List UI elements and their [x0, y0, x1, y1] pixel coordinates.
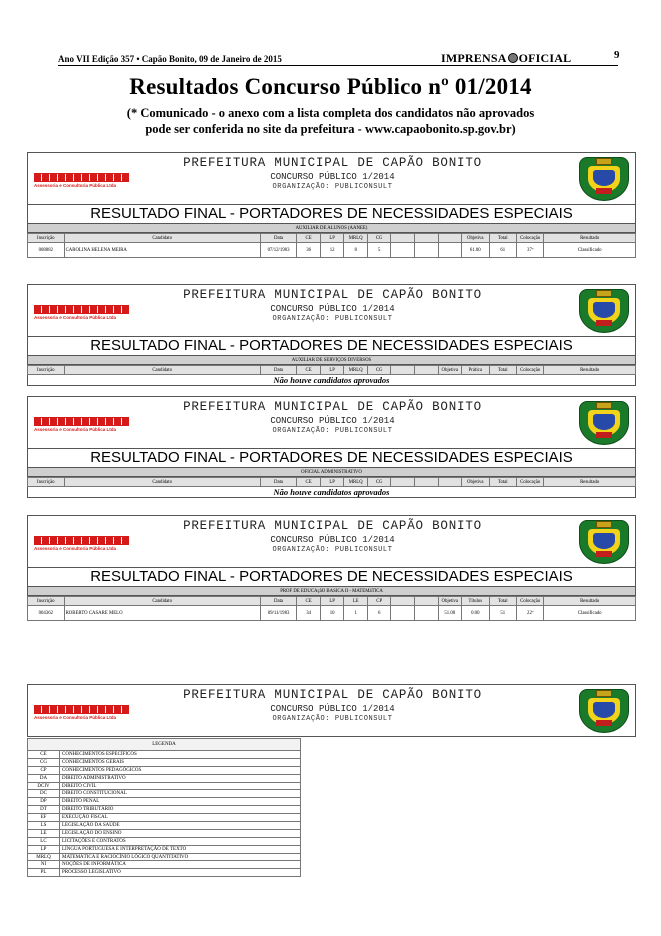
page-header	[58, 52, 618, 66]
column-header	[438, 478, 462, 487]
column-header: Total	[489, 597, 516, 606]
contest-name: CONCURSO PÚBLICO 1/2014	[270, 704, 395, 714]
org-name: PREFEITURA MUNICIPAL DE CAPÃO BONITO	[183, 688, 482, 702]
org-banner	[27, 152, 636, 205]
column-header: LP	[320, 478, 344, 487]
legend-title: LEGENDA	[28, 739, 301, 751]
results-table	[27, 365, 636, 375]
legend-description: DIREITO ADMINISTRATIVO	[60, 774, 301, 782]
table-cell: 5	[367, 243, 391, 258]
table-cell	[391, 243, 415, 258]
result-title: RESULTADO FINAL - PORTADORES DE NECESSIDADES ESPECIAIS	[27, 449, 636, 468]
legend-code: PL	[28, 869, 60, 877]
result-section	[27, 396, 636, 498]
org-name: PREFEITURA MUNICIPAL DE CAPÃO BONITO	[183, 156, 482, 170]
legend-code: LE	[28, 829, 60, 837]
column-header: Total	[489, 366, 516, 375]
column-header	[415, 597, 439, 606]
column-header: Inscrição	[28, 234, 65, 243]
legend-row	[28, 869, 301, 877]
result-title: RESULTADO FINAL - PORTADORES DE NECESSIDADES ESPECIAIS	[27, 568, 636, 587]
legend-code: EF	[28, 814, 60, 822]
legend-row	[28, 798, 301, 806]
column-header	[391, 366, 415, 375]
publiconsult-logo: Assessoria e Consultoria Pública Ltda	[34, 417, 129, 432]
results-table	[27, 596, 636, 621]
table-cell: 6	[367, 606, 391, 621]
position-caption: AUXILIAR DE SERVIÇOS DIVERSOS	[27, 356, 636, 365]
legend-code: DCIV	[28, 782, 60, 790]
column-header: Candidato	[64, 234, 260, 243]
table-cell: ROBERTO CASARE MELO	[64, 606, 260, 621]
table-row	[28, 606, 636, 621]
legend-code: DC	[28, 790, 60, 798]
table-cell: 8	[344, 243, 368, 258]
no-approved-note: Não houve candidatos aprovados	[27, 375, 636, 386]
legend-description: LEGISLAÇÃO DO ENSINO	[60, 829, 301, 837]
legend-code: LS	[28, 822, 60, 830]
capao-bonito-crest-icon	[579, 401, 629, 445]
column-header	[415, 234, 439, 243]
column-header: Resultado	[544, 366, 636, 375]
legend-row	[28, 806, 301, 814]
column-header: Total	[489, 234, 516, 243]
subtitle-line-1: (* Comunicado - o anexo com a lista completa dos candidatos não aprovados	[126, 106, 535, 120]
org-name: PREFEITURA MUNICIPAL DE CAPÃO BONITO	[183, 288, 482, 302]
legend-row	[28, 774, 301, 782]
contest-name: CONCURSO PÚBLICO 1/2014	[270, 172, 395, 182]
legend-code: DA	[28, 774, 60, 782]
legend-code: DT	[28, 806, 60, 814]
organizer-line: ORGANIZAÇÃO: PUBLICONSULT	[272, 546, 393, 554]
column-header: CG	[367, 366, 391, 375]
no-approved-note: Não houve candidatos aprovados	[27, 487, 636, 498]
imprensa-oficial-masthead	[441, 51, 571, 66]
legend-row	[28, 766, 301, 774]
column-header: CE	[297, 366, 321, 375]
legend-code: MRLQ	[28, 853, 60, 861]
column-header: Objetiva	[462, 478, 489, 487]
legend-description: DIREITO TRIBUTÁRIO	[60, 806, 301, 814]
capao-bonito-crest-icon	[579, 157, 629, 201]
legend-row	[28, 814, 301, 822]
org-banner	[27, 284, 636, 337]
table-cell: 008882	[28, 243, 65, 258]
capao-bonito-crest-icon	[579, 289, 629, 333]
legend-description: CONHECIMENTOS PEDAGÓGICOS	[60, 766, 301, 774]
column-header: Inscrição	[28, 478, 65, 487]
page-title: Resultados Concurso Público nº 01/2014	[129, 74, 532, 99]
table-cell: 51	[489, 606, 516, 621]
column-header	[391, 234, 415, 243]
column-header: Colocação	[516, 478, 543, 487]
legend-code: NI	[28, 861, 60, 869]
results-table	[27, 477, 636, 487]
column-header: Total	[489, 478, 516, 487]
publiconsult-logo: Assessoria e Consultoria Pública Ltda	[34, 705, 129, 720]
table-cell: 34	[297, 606, 321, 621]
legend-table	[27, 738, 301, 877]
legend-description: EXECUÇÃO FISCAL	[60, 814, 301, 822]
column-header: Títulos	[462, 597, 489, 606]
column-header	[415, 366, 439, 375]
column-header: CP	[367, 597, 391, 606]
table-cell: Classificado	[544, 606, 636, 621]
table-cell: 07/12/1983	[260, 243, 297, 258]
page-number: 9	[614, 49, 620, 61]
legend-description: NOÇÕES DE INFORMÁTICA	[60, 861, 301, 869]
legend-row	[28, 758, 301, 766]
column-header: Resultado	[544, 597, 636, 606]
organizer-line: ORGANIZAÇÃO: PUBLICONSULT	[272, 715, 393, 723]
table-cell: 22º	[516, 606, 543, 621]
legend-description: DIREITO CIVIL	[60, 782, 301, 790]
legend-banner-section	[27, 684, 636, 737]
seal-icon	[508, 53, 518, 63]
capao-bonito-crest-icon	[579, 520, 629, 564]
contest-name: CONCURSO PÚBLICO 1/2014	[270, 535, 395, 545]
position-caption: PROF DE EDUCAçãO BASICA II - MATEMáTICA	[27, 587, 636, 596]
legend-row	[28, 829, 301, 837]
org-banner	[27, 684, 636, 737]
position-caption: OFICIAL ADMINISTRATIVO	[27, 468, 636, 477]
result-title: RESULTADO FINAL - PORTADORES DE NECESSIDADES ESPECIAIS	[27, 337, 636, 356]
masthead-word-a: IMPRENSA	[441, 51, 507, 65]
result-section	[27, 152, 636, 258]
column-header: MRLQ	[344, 478, 368, 487]
table-cell: 51.00	[438, 606, 462, 621]
legend-description: PROCESSO LEGISLATIVO	[60, 869, 301, 877]
publiconsult-logo: Assessoria e Consultoria Pública Ltda	[34, 536, 129, 551]
column-header: CE	[297, 234, 321, 243]
legend-code: LC	[28, 837, 60, 845]
table-cell: Classificado	[544, 243, 636, 258]
column-header: Colocação	[516, 234, 543, 243]
column-header: Inscrição	[28, 366, 65, 375]
column-header: Data	[260, 597, 297, 606]
org-banner	[27, 396, 636, 449]
column-header: MRLQ	[344, 234, 368, 243]
legend-row	[28, 861, 301, 869]
table-cell: 09/11/1983	[260, 606, 297, 621]
table-cell: 1	[344, 606, 368, 621]
table-cell: 61.00	[462, 243, 489, 258]
table-cell	[415, 243, 439, 258]
legend-description: CONHECIMENTOS ESPECÍFICOS	[60, 751, 301, 759]
result-section	[27, 515, 636, 621]
column-header: Inscrição	[28, 597, 65, 606]
publiconsult-logo: Assessoria e Consultoria Pública Ltda	[34, 305, 129, 320]
column-header: LP	[320, 597, 344, 606]
org-name: PREFEITURA MUNICIPAL DE CAPÃO BONITO	[183, 519, 482, 533]
table-cell: 10	[320, 606, 344, 621]
legend-description: LEGISLAÇÃO DA SAÚDE	[60, 822, 301, 830]
legend-description: LÍNGUA PORTUGUESA E INTERPRETAÇÃO DE TEXTO	[60, 845, 301, 853]
capao-bonito-crest-icon	[579, 689, 629, 733]
column-header: Resultado	[544, 478, 636, 487]
column-header: Objetiva	[438, 366, 462, 375]
column-header	[391, 597, 415, 606]
legend-code: CG	[28, 758, 60, 766]
column-header: CG	[367, 478, 391, 487]
legend-description: DIREITO PENAL	[60, 798, 301, 806]
column-header: Data	[260, 366, 297, 375]
organizer-line: ORGANIZAÇÃO: PUBLICONSULT	[272, 183, 393, 191]
edition-line: Ano VII Edição 357 • Capão Bonito, 09 de Janeiro de 2015	[58, 54, 282, 64]
organizer-line: ORGANIZAÇÃO: PUBLICONSULT	[272, 427, 393, 435]
org-name: PREFEITURA MUNICIPAL DE CAPÃO BONITO	[183, 400, 482, 414]
legend-row	[28, 845, 301, 853]
legend-row	[28, 782, 301, 790]
column-header: LE	[344, 597, 368, 606]
masthead-word-b: OFICIAL	[518, 51, 572, 65]
table-cell: 36	[297, 243, 321, 258]
column-header: Candidato	[64, 478, 260, 487]
table-cell	[415, 606, 439, 621]
contest-name: CONCURSO PÚBLICO 1/2014	[270, 416, 395, 426]
table-cell: 61	[489, 243, 516, 258]
organizer-line: ORGANIZAÇÃO: PUBLICONSULT	[272, 315, 393, 323]
table-cell	[438, 243, 462, 258]
legend-row	[28, 822, 301, 830]
legend-description: MATEMÁTICA E RACIOCÍNIO LÓGICO QUANTITATIVO	[60, 853, 301, 861]
column-header	[391, 478, 415, 487]
legend-row	[28, 853, 301, 861]
subtitle-line-2: pode ser conferida no site da prefeitura - www.capaobonito.sp.gov.br)	[145, 122, 516, 136]
result-title: RESULTADO FINAL - PORTADORES DE NECESSIDADES ESPECIAIS	[27, 205, 636, 224]
column-header: Prática	[462, 366, 489, 375]
legend-description: LICITAÇÕES E CONTRATOS	[60, 837, 301, 845]
table-cell: 37º	[516, 243, 543, 258]
column-header: LP	[320, 366, 344, 375]
column-header: Colocação	[516, 366, 543, 375]
table-cell: CAROLINA HELENA MEIRA	[64, 243, 260, 258]
column-header: CE	[297, 597, 321, 606]
column-header	[415, 478, 439, 487]
legend-description: DIREITO CONSTITUCIONAL	[60, 790, 301, 798]
column-header: Objetiva	[462, 234, 489, 243]
legend-code: LP	[28, 845, 60, 853]
legend-row	[28, 790, 301, 798]
column-header: Data	[260, 478, 297, 487]
legend-description: CONHECIMENTOS GERAIS	[60, 758, 301, 766]
table-cell	[391, 606, 415, 621]
column-header: Data	[260, 234, 297, 243]
publiconsult-logo: Assessoria e Consultoria Pública Ltda	[34, 173, 129, 188]
column-header: Colocação	[516, 597, 543, 606]
position-caption: AUXILIAR DE ALUNOS (AANEE)	[27, 224, 636, 233]
legend-code: CE	[28, 751, 60, 759]
legend-code: CP	[28, 766, 60, 774]
column-header: MRLQ	[344, 366, 368, 375]
legend-row	[28, 837, 301, 845]
column-header: CG	[367, 234, 391, 243]
column-header: Resultado	[544, 234, 636, 243]
table-cell: 0.00	[462, 606, 489, 621]
contest-name: CONCURSO PÚBLICO 1/2014	[270, 304, 395, 314]
column-header	[438, 234, 462, 243]
legend-row	[28, 751, 301, 759]
column-header: LP	[320, 234, 344, 243]
column-header: Candidato	[64, 366, 260, 375]
result-section	[27, 284, 636, 386]
results-table	[27, 233, 636, 258]
org-banner	[27, 515, 636, 568]
table-cell: 12	[320, 243, 344, 258]
table-row	[28, 243, 636, 258]
legend-code: DP	[28, 798, 60, 806]
table-cell: 004362	[28, 606, 65, 621]
column-header: CE	[297, 478, 321, 487]
column-header: Candidato	[64, 597, 260, 606]
column-header: Objetiva	[438, 597, 462, 606]
